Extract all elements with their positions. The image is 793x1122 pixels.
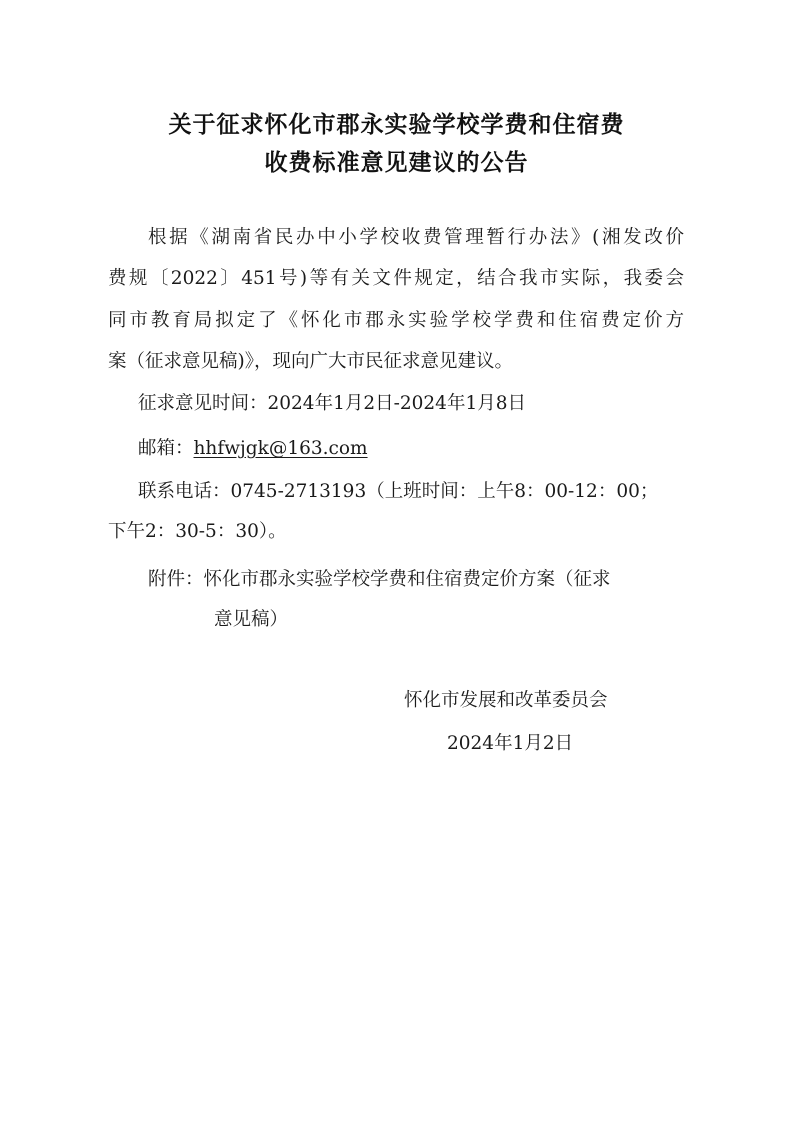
email-link[interactable]: hhfwjgk@163.com <box>193 438 368 459</box>
email-label: 邮箱： <box>138 438 194 459</box>
signature-organization: 怀化市发展和改革委员会 <box>404 690 608 711</box>
attachment-line-1: 附件：怀化市郡永实验学校学费和住宿费定价方案（征求 <box>148 569 611 590</box>
email-line <box>138 440 368 459</box>
phone-line-2: 下午2：30-5：30）。 <box>108 521 287 542</box>
body-paragraph-line-3: 同市教育局拟定了《怀化市郡永实验学校学费和住宿费定价方 <box>108 310 684 331</box>
signature-date: 2024年1月2日 <box>447 733 574 754</box>
document-title-line-2: 收费标准意见建议的公告 <box>264 150 529 176</box>
document-title-line-1: 关于征求怀化市郡永实验学校学费和住宿费 <box>168 112 625 138</box>
phone-line-1: 联系电话：0745-2713193（上班时间：上午8：00-12：00； <box>138 481 659 502</box>
body-paragraph-line-2: 费规〔2022〕451号)等有关文件规定，结合我市实际，我委会 <box>108 268 684 289</box>
comment-period: 征求意见时间：2024年1月2日-2024年1月8日 <box>138 393 526 414</box>
attachment-line-2: 意见稿） <box>214 609 289 630</box>
body-paragraph-line-1: 根据《湖南省民办中小学校收费管理暂行办法》(湘发改价 <box>148 227 684 248</box>
body-paragraph-line-4: 案（征求意见稿)》，现向广大市民征求意见建议。 <box>108 351 513 372</box>
